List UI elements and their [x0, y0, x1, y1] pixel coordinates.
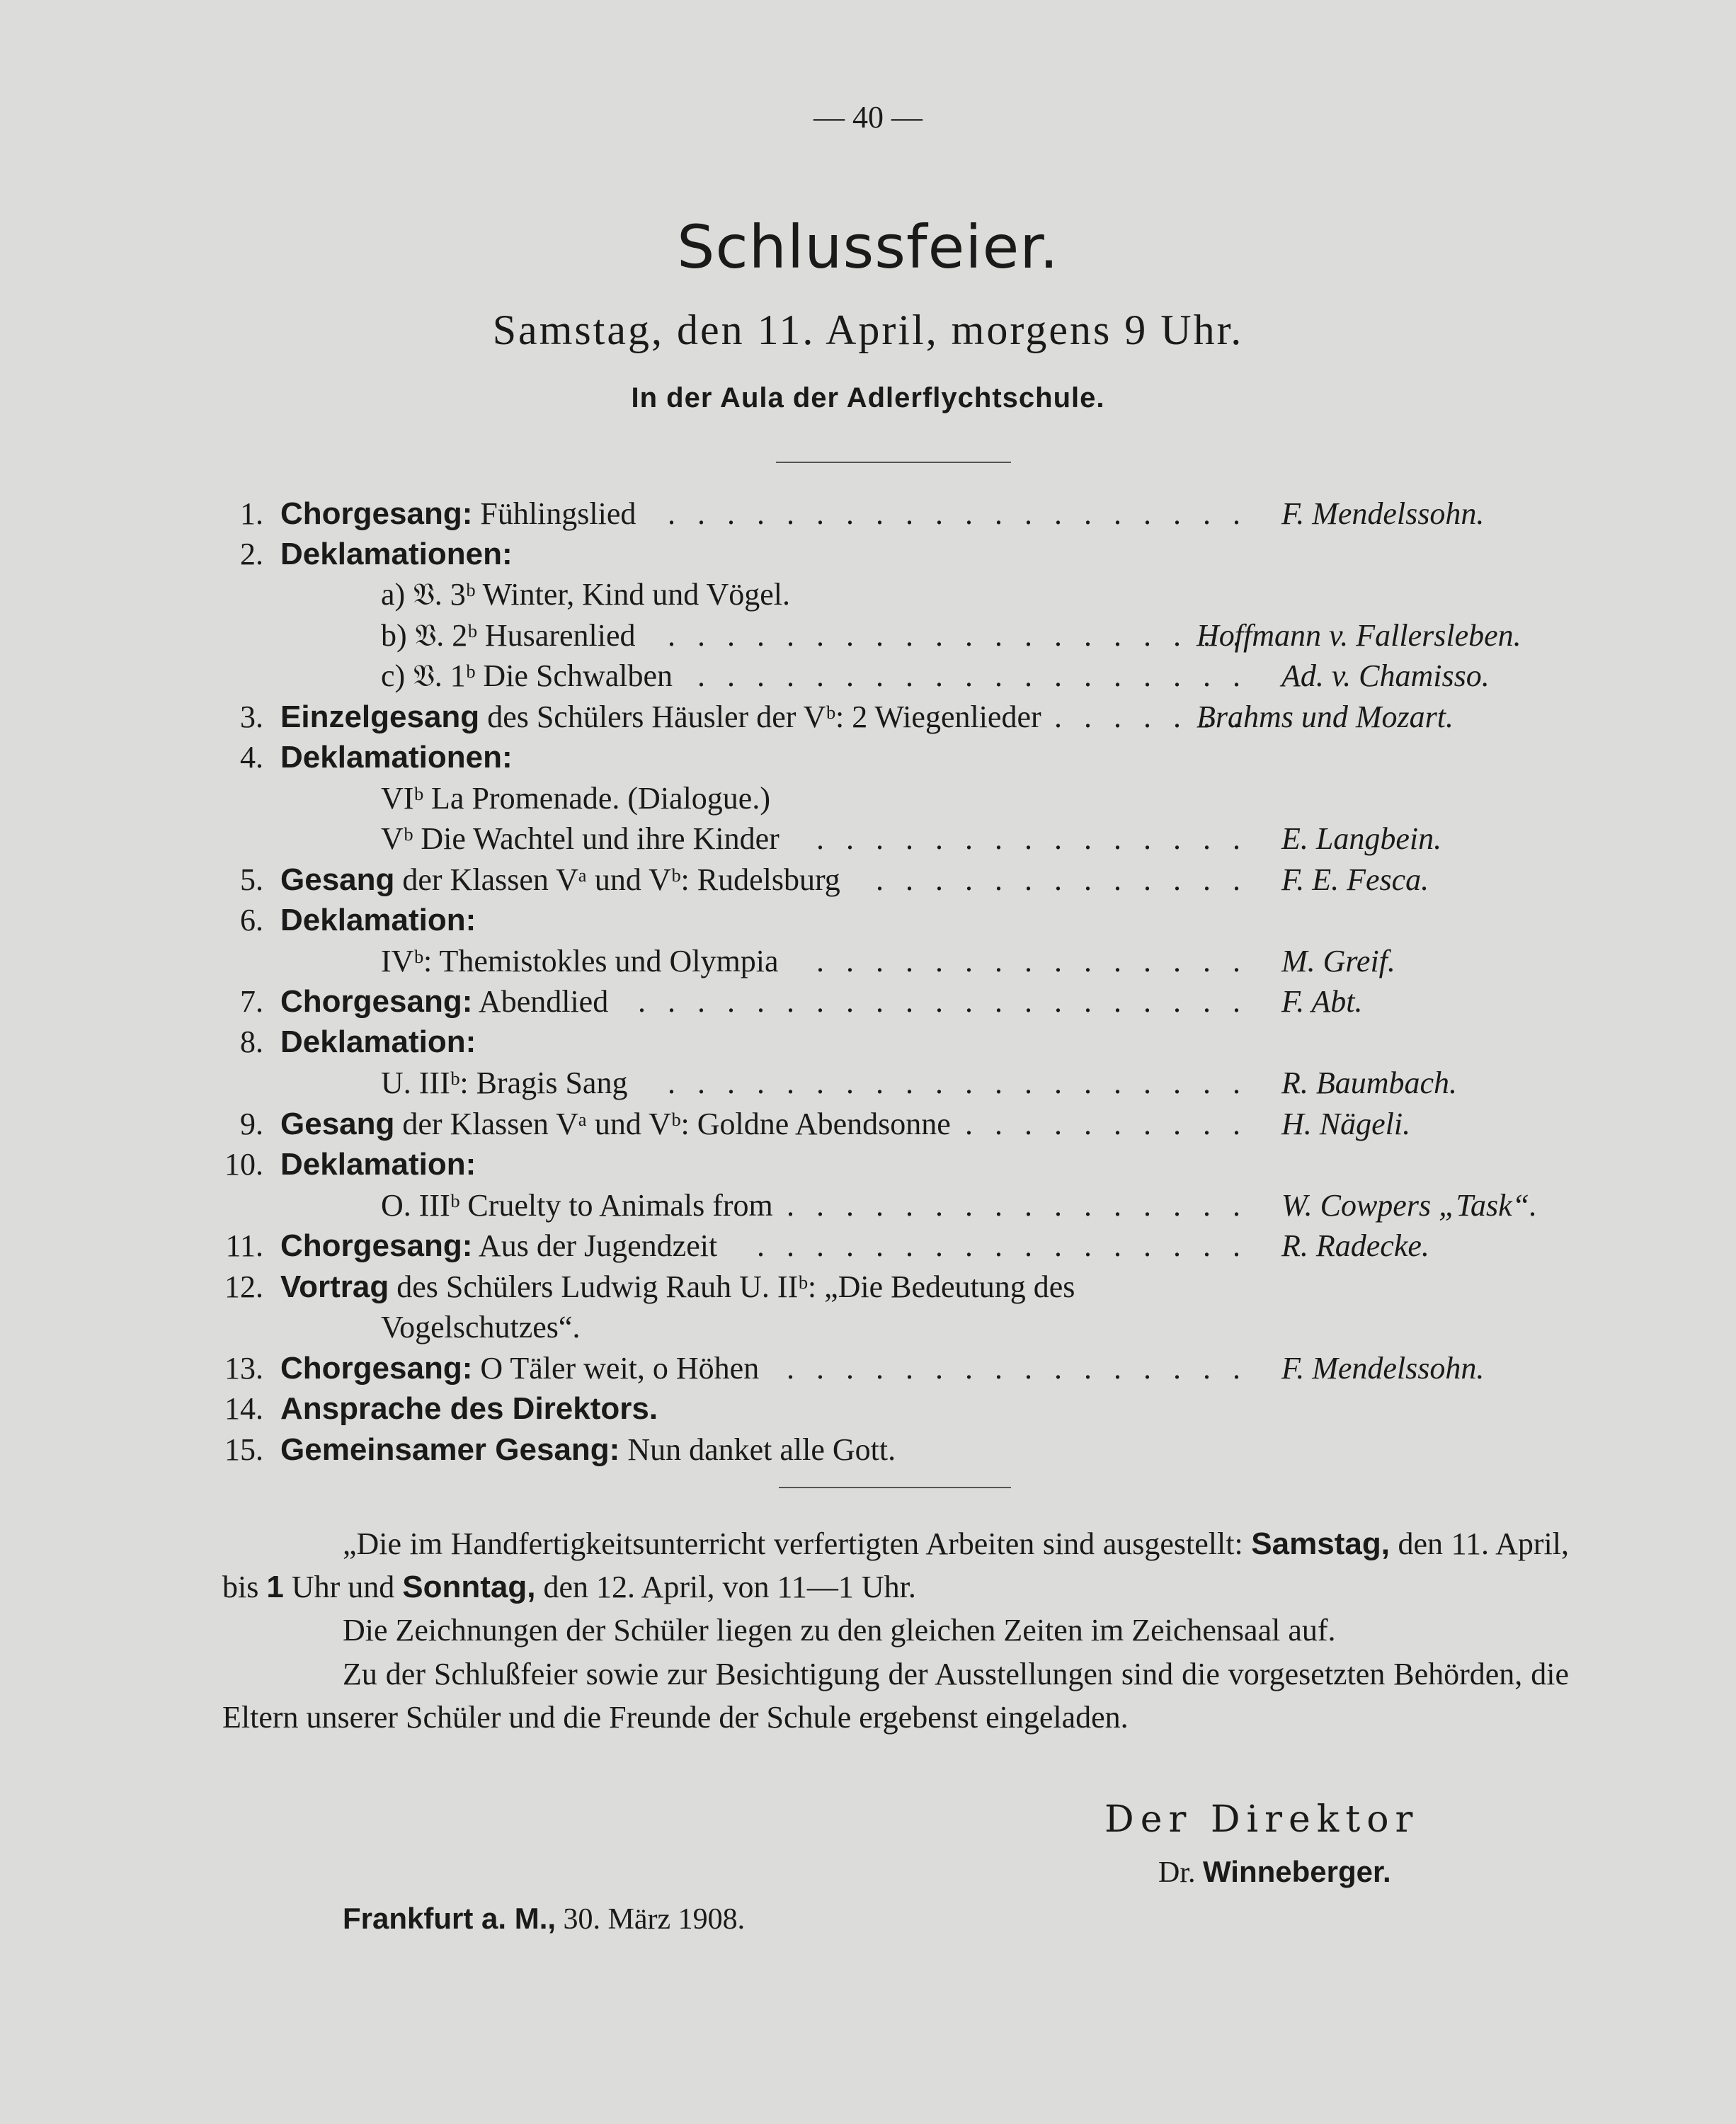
program-label: Chorgesang: — [280, 1228, 473, 1263]
program-description: Vᵇ Die Wachtel und ihre Kinder — [381, 821, 780, 856]
program-row — [0, 1186, 1736, 1226]
program-number: 15. — [224, 1432, 263, 1467]
program-item — [280, 1022, 476, 1062]
program-row — [0, 1430, 1736, 1470]
program-number: 12. — [224, 1269, 263, 1304]
program-row — [0, 819, 1736, 859]
divider-top — [776, 462, 1011, 463]
leader-dots: . . . . . . . . . . . . . . . . . — [757, 1228, 1247, 1263]
place-date: Frankfurt a. M., 30. März 1908. — [343, 1902, 746, 1936]
leader-dots: . . . . . . . — [1054, 700, 1247, 734]
program-label: Deklamation: — [280, 903, 476, 937]
program-label: Gemeinsamer Gesang: — [280, 1432, 620, 1467]
program-composer: F. Mendelssohn. — [1281, 1351, 1485, 1386]
program-item — [280, 535, 513, 574]
program-item — [280, 1430, 896, 1470]
program-label: Chorgesang: — [280, 984, 473, 1019]
program-description: des Schülers Ludwig Rauh U. IIᵇ: „Die Bedeutung des — [389, 1269, 1075, 1304]
program-row — [0, 1349, 1736, 1388]
program-number: 3. — [240, 700, 263, 734]
program-composer: R. Baumbach. — [1281, 1066, 1458, 1100]
program-description: der Klassen Vᵃ und Vᵇ: Rudelsburg — [394, 862, 840, 897]
signature-title: Der Direktor — [1104, 1798, 1420, 1841]
leader-dots: . . . . . . . . . . — [965, 1107, 1247, 1141]
program-number: 2. — [240, 537, 263, 571]
leader-dots: . . . . . . . . . . . . . . . . . . . — [697, 658, 1247, 693]
program-composer: F. Mendelssohn. — [1281, 496, 1485, 531]
program-label: Ansprache des Direktors. — [280, 1391, 658, 1426]
program-number: 8. — [240, 1024, 263, 1059]
program-row — [0, 901, 1736, 940]
program-description: des Schülers Häusler der Vᵇ: 2 Wiegenlieder — [479, 700, 1041, 734]
program-item — [280, 901, 476, 940]
notice-paragraph-2: Die Zeichnungen der Schüler liegen zu den gleichen Zeiten im Zeichensaal auf. — [343, 1613, 1336, 1648]
program-item — [381, 1063, 627, 1103]
program-row — [0, 494, 1736, 534]
program-number: 1. — [240, 496, 263, 531]
program-label: Einzelgesang — [280, 700, 480, 734]
page-number: — 40 — — [813, 100, 923, 135]
program-row — [0, 1022, 1736, 1062]
program-description: a) 𝔙. 3ᵇ Winter, Kind und Vögel. — [381, 577, 791, 612]
program-row — [0, 1104, 1736, 1144]
leader-dots: . . . . . . . . . . . . . . . . . . . . — [668, 1066, 1247, 1100]
program-item — [280, 1349, 759, 1388]
leader-dots: . . . . . . . . . . . . . — [876, 862, 1247, 897]
program-number: 13. — [224, 1351, 263, 1386]
program-label: Chorgesang: — [280, 1351, 473, 1386]
program-item — [280, 1104, 951, 1144]
event-location: In der Aula der Adlerflychtschule. — [631, 382, 1105, 413]
program-description: Nun danket alle Gott. — [619, 1432, 896, 1467]
program-description: b) 𝔙. 2ᵇ Husarenlied — [381, 618, 636, 653]
program-composer: W. Cowpers „Task“. — [1281, 1188, 1538, 1223]
program-composer: M. Greif. — [1281, 944, 1395, 978]
program-description: Abendlied — [472, 984, 609, 1019]
program-description: O. IIIᵇ Cruelty to Animals from — [381, 1188, 773, 1223]
program-item — [280, 1226, 717, 1266]
program-row — [0, 860, 1736, 900]
program-row — [0, 1226, 1736, 1266]
program-label: Deklamationen: — [280, 740, 513, 775]
program-row — [0, 656, 1736, 696]
program-label: Gesang — [280, 1107, 395, 1141]
program-item — [381, 1186, 773, 1226]
program-row — [0, 616, 1736, 656]
program-description: der Klassen Vᵃ und Vᵇ: Goldne Abendsonne — [394, 1107, 951, 1141]
notice-paragraph-1: „Die im Handfertigkeitsunterricht verfertigten Arbeiten sind ausgestellt: Samstag, den 11. April, bis 1 Uhr und Sonntag, den 12. April, von 11—1 Uhr. — [222, 1526, 1570, 1604]
program-row — [0, 1389, 1736, 1429]
program-item — [381, 1308, 580, 1347]
program-item — [280, 697, 1041, 737]
program-row — [0, 1308, 1736, 1347]
program-item — [280, 860, 840, 900]
program-item — [280, 494, 636, 534]
program-description: Vogelschutzes“. — [381, 1310, 581, 1344]
program-description: U. IIIᵇ: Bragis Sang — [381, 1066, 628, 1100]
program-number: 11. — [225, 1228, 263, 1263]
program-number: 7. — [240, 984, 263, 1019]
program-item — [381, 656, 673, 696]
program-row — [0, 1063, 1736, 1103]
program-row — [0, 942, 1736, 981]
program-description: VIᵇ La Promenade. (Dialogue.) — [381, 781, 770, 816]
program-description: Aus der Jugendzeit — [472, 1228, 718, 1263]
program-composer: Brahms und Mozart. — [1197, 700, 1454, 734]
program-number: 6. — [240, 903, 263, 937]
program-label: Deklamationen: — [280, 537, 513, 571]
program-row — [0, 982, 1736, 1022]
program-row — [0, 535, 1736, 574]
program-row — [0, 1267, 1736, 1307]
event-date: Samstag, den 11. April, morgens 9 Uhr. — [492, 307, 1244, 353]
signature-name: Dr. Winneberger. — [1158, 1855, 1391, 1889]
program-item — [381, 575, 790, 615]
program-description: Fühlingslied — [472, 496, 636, 531]
program-item — [381, 942, 779, 981]
program-label: Deklamation: — [280, 1024, 476, 1059]
program-description: O Täler weit, o Höhen — [472, 1351, 760, 1386]
program-number: 4. — [240, 740, 263, 775]
program-number: 10. — [224, 1147, 263, 1182]
program-label: Deklamation: — [280, 1147, 476, 1182]
leader-dots: . . . . . . . . . . . . . . . — [816, 821, 1247, 856]
program-label: Gesang — [280, 862, 395, 897]
program-row — [0, 738, 1736, 777]
leader-dots: . . . . . . . . . . . . . . . . . . . . — [668, 496, 1247, 531]
leader-dots: . . . . . . . . . . . . . . . . — [787, 1188, 1247, 1223]
program-composer: E. Langbein. — [1281, 821, 1442, 856]
leader-dots: . . . . . . . . . . . . . . . — [816, 944, 1247, 978]
program-number: 5. — [240, 862, 263, 897]
program-row — [0, 697, 1736, 737]
program-row — [0, 575, 1736, 615]
notice-paragraph-3: Zu der Schlußfeier sowie zur Besichtigung der Ausstellungen sind die vorgesetzten Behörden, die Eltern unserer Schüler und die Freunde der Schule ergebenst eingeladen. — [222, 1657, 1569, 1735]
program-label: Vortrag — [280, 1269, 389, 1304]
program-row — [0, 779, 1736, 818]
program-item — [280, 1267, 1075, 1307]
program-item — [381, 616, 636, 656]
program-label: Chorgesang: — [280, 496, 473, 531]
program-composer: F. Abt. — [1281, 984, 1363, 1019]
leader-dots: . . . . . . . . . . . . . . . . . . . . — [668, 618, 1247, 653]
program-item — [280, 982, 608, 1022]
program-composer: Ad. v. Chamisso. — [1281, 658, 1490, 693]
program-description: IVᵇ: Themistokles und Olympia — [381, 944, 779, 978]
program-composer: R. Radecke. — [1281, 1228, 1429, 1263]
page-title: Schlussfeier. — [677, 212, 1059, 282]
program-composer: Hoffmann v. Fallersleben. — [1197, 618, 1521, 653]
leader-dots: . . . . . . . . . . . . . . . . . . . . . — [638, 984, 1247, 1019]
program-row — [0, 1145, 1736, 1184]
program-item — [381, 819, 780, 859]
program-composer: H. Nägeli. — [1281, 1107, 1411, 1141]
divider-bottom — [779, 1487, 1011, 1488]
program-item — [381, 779, 770, 818]
leader-dots: . . . . . . . . . . . . . . . . — [787, 1351, 1247, 1386]
program-item — [280, 1389, 658, 1429]
program-number: 14. — [224, 1391, 263, 1426]
program-number: 9. — [240, 1107, 263, 1141]
program-description: c) 𝔙. 1ᵇ Die Schwalben — [381, 658, 673, 693]
program-composer: F. E. Fesca. — [1281, 862, 1429, 897]
program-item — [280, 1145, 476, 1184]
program-item — [280, 738, 513, 777]
